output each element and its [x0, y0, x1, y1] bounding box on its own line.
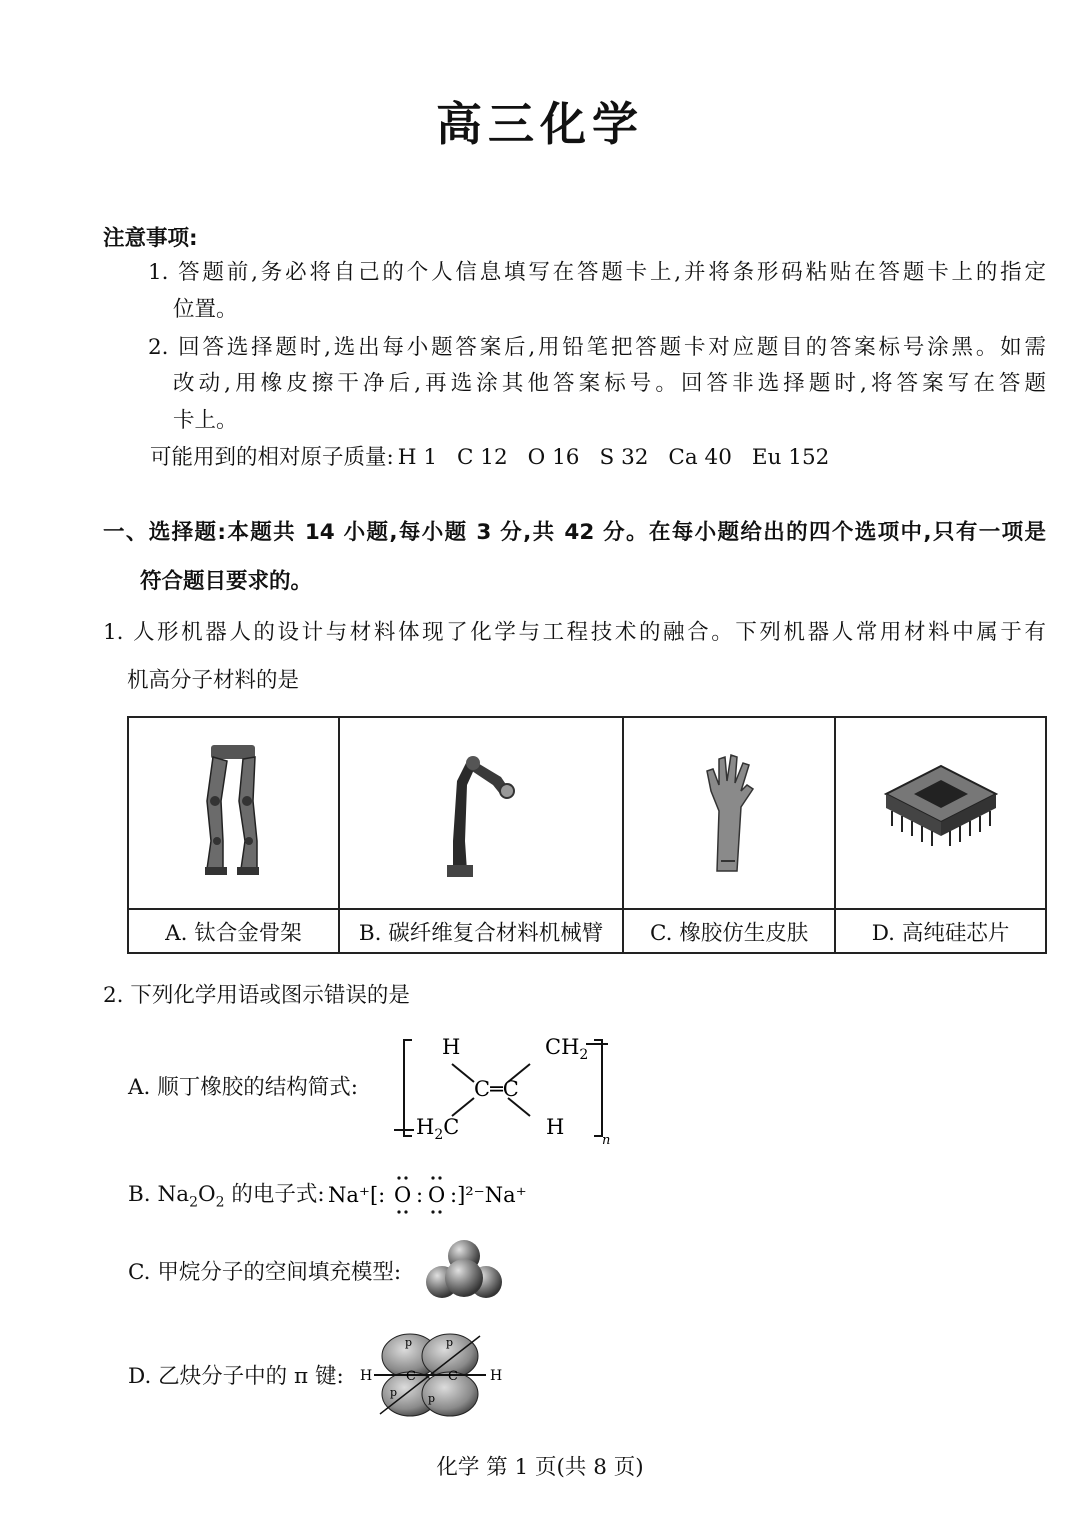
notice-item2-line2: 改动,用橡皮擦干净后,再选涂其他答案标号。回答非选择题时,将答案写在答题 [173, 371, 1046, 396]
pi-c1: C [406, 1369, 416, 1384]
notice-item1-line2: 位置。 [173, 297, 238, 322]
pi-h-left: H [360, 1368, 373, 1384]
acetylene-pi-bond-diagram [350, 1326, 510, 1426]
q1-options-table [127, 716, 1047, 954]
option-a-label: A. 钛合金骨架 [128, 909, 339, 953]
notice-item2-line3: 卡上。 [173, 408, 238, 433]
q1-stem-line1: 1. 人形机器人的设计与材料体现了化学与工程技术的融合。下列机器人常用材料中属于有 [103, 620, 1046, 645]
option-c-image-cell [623, 717, 835, 909]
option-c-label: C. 橡胶仿生皮肤 [623, 909, 835, 953]
notice-item2-line1: 2. 回答选择题时,选出每小题答案后,用铅笔把答题卡对应题目的答案标号涂黑。如需 [148, 335, 1046, 360]
na2o2-electron-formula [326, 1172, 556, 1216]
section-heading-line1: 一、选择题:本题共 14 小题,每小题 3 分,共 42 分。在每小题给出的四个选项中,只有一项是 [103, 520, 1046, 545]
page-footer: 化学 第 1 页(共 8 页) [436, 1455, 644, 1480]
notice-item1-line1: 1. 答题前,务必将自己的个人信息填写在答题卡上,并将条形码粘贴在答题卡上的指定 [148, 260, 1046, 285]
methane-space-filling-model [426, 1238, 504, 1304]
q2-option-d-label: D. 乙炔分子中的 π 键: [128, 1364, 344, 1389]
robot-arm-image [431, 741, 531, 881]
struct-h-top: H [442, 1035, 461, 1059]
pi-p3: p [390, 1386, 398, 1399]
q2-option-a-label: A. 顺丁橡胶的结构简式: [128, 1075, 358, 1100]
option-d-image-cell [835, 717, 1046, 909]
q2-option-c-label: C. 甲烷分子的空间填充模型: [128, 1260, 402, 1285]
cis-polybutadiene-structure [390, 1028, 620, 1148]
pi-p2: p [446, 1336, 454, 1349]
pi-h-right: H [490, 1368, 503, 1384]
formula-o1: O [394, 1183, 412, 1207]
option-d-label: D. 高纯硅芯片 [835, 909, 1046, 953]
pi-c2: C [448, 1369, 458, 1384]
formula-left: Na⁺[: [328, 1183, 386, 1207]
formula-o2: O [428, 1183, 446, 1207]
pi-p1: p [405, 1336, 413, 1349]
formula-right: :]²⁻Na⁺ [450, 1183, 527, 1207]
mass-o: O 16 [527, 445, 580, 470]
atomic-mass-line [150, 443, 849, 473]
bionic-hand-image [689, 741, 769, 881]
pi-p4: p [428, 1392, 436, 1405]
mass-eu: Eu 152 [751, 445, 830, 470]
page-title: 高三化学 [436, 97, 644, 151]
struct-h-bottom: H [546, 1115, 565, 1139]
silicon-chip-image [876, 756, 1006, 866]
option-b-label: B. 碳纤维复合材料机械臂 [339, 909, 623, 953]
mass-c: C 12 [457, 445, 508, 470]
notice-heading: 注意事项: [103, 226, 198, 251]
q2-option-b-label: B. $Na_2O_2$ 的电子式: [128, 1182, 325, 1211]
mass-s: S 32 [599, 445, 649, 470]
left-bracket [404, 1040, 412, 1136]
formula-colon: : [416, 1183, 424, 1207]
right-bracket [594, 1040, 602, 1136]
option-b-image-cell [339, 717, 623, 909]
q1-stem-line2: 机高分子材料的是 [127, 668, 300, 693]
section-heading-line2: 符合题目要求的。 [140, 569, 313, 594]
struct-double-bond: C═C [474, 1077, 519, 1101]
struct-ch2-top: $CH_2$ [545, 1035, 589, 1063]
struct-n: n [602, 1133, 611, 1148]
mass-h: H 1 [397, 445, 438, 470]
mass-ca: Ca 40 [668, 445, 732, 470]
option-a-image-cell [128, 717, 339, 909]
robot-legs-image [193, 741, 273, 881]
struct-h2c: $H_2C$ [416, 1115, 460, 1143]
atomic-mass-label: 可能用到的相对原子质量: [150, 445, 394, 470]
q2-stem: 2. 下列化学用语或图示错误的是 [103, 983, 410, 1008]
